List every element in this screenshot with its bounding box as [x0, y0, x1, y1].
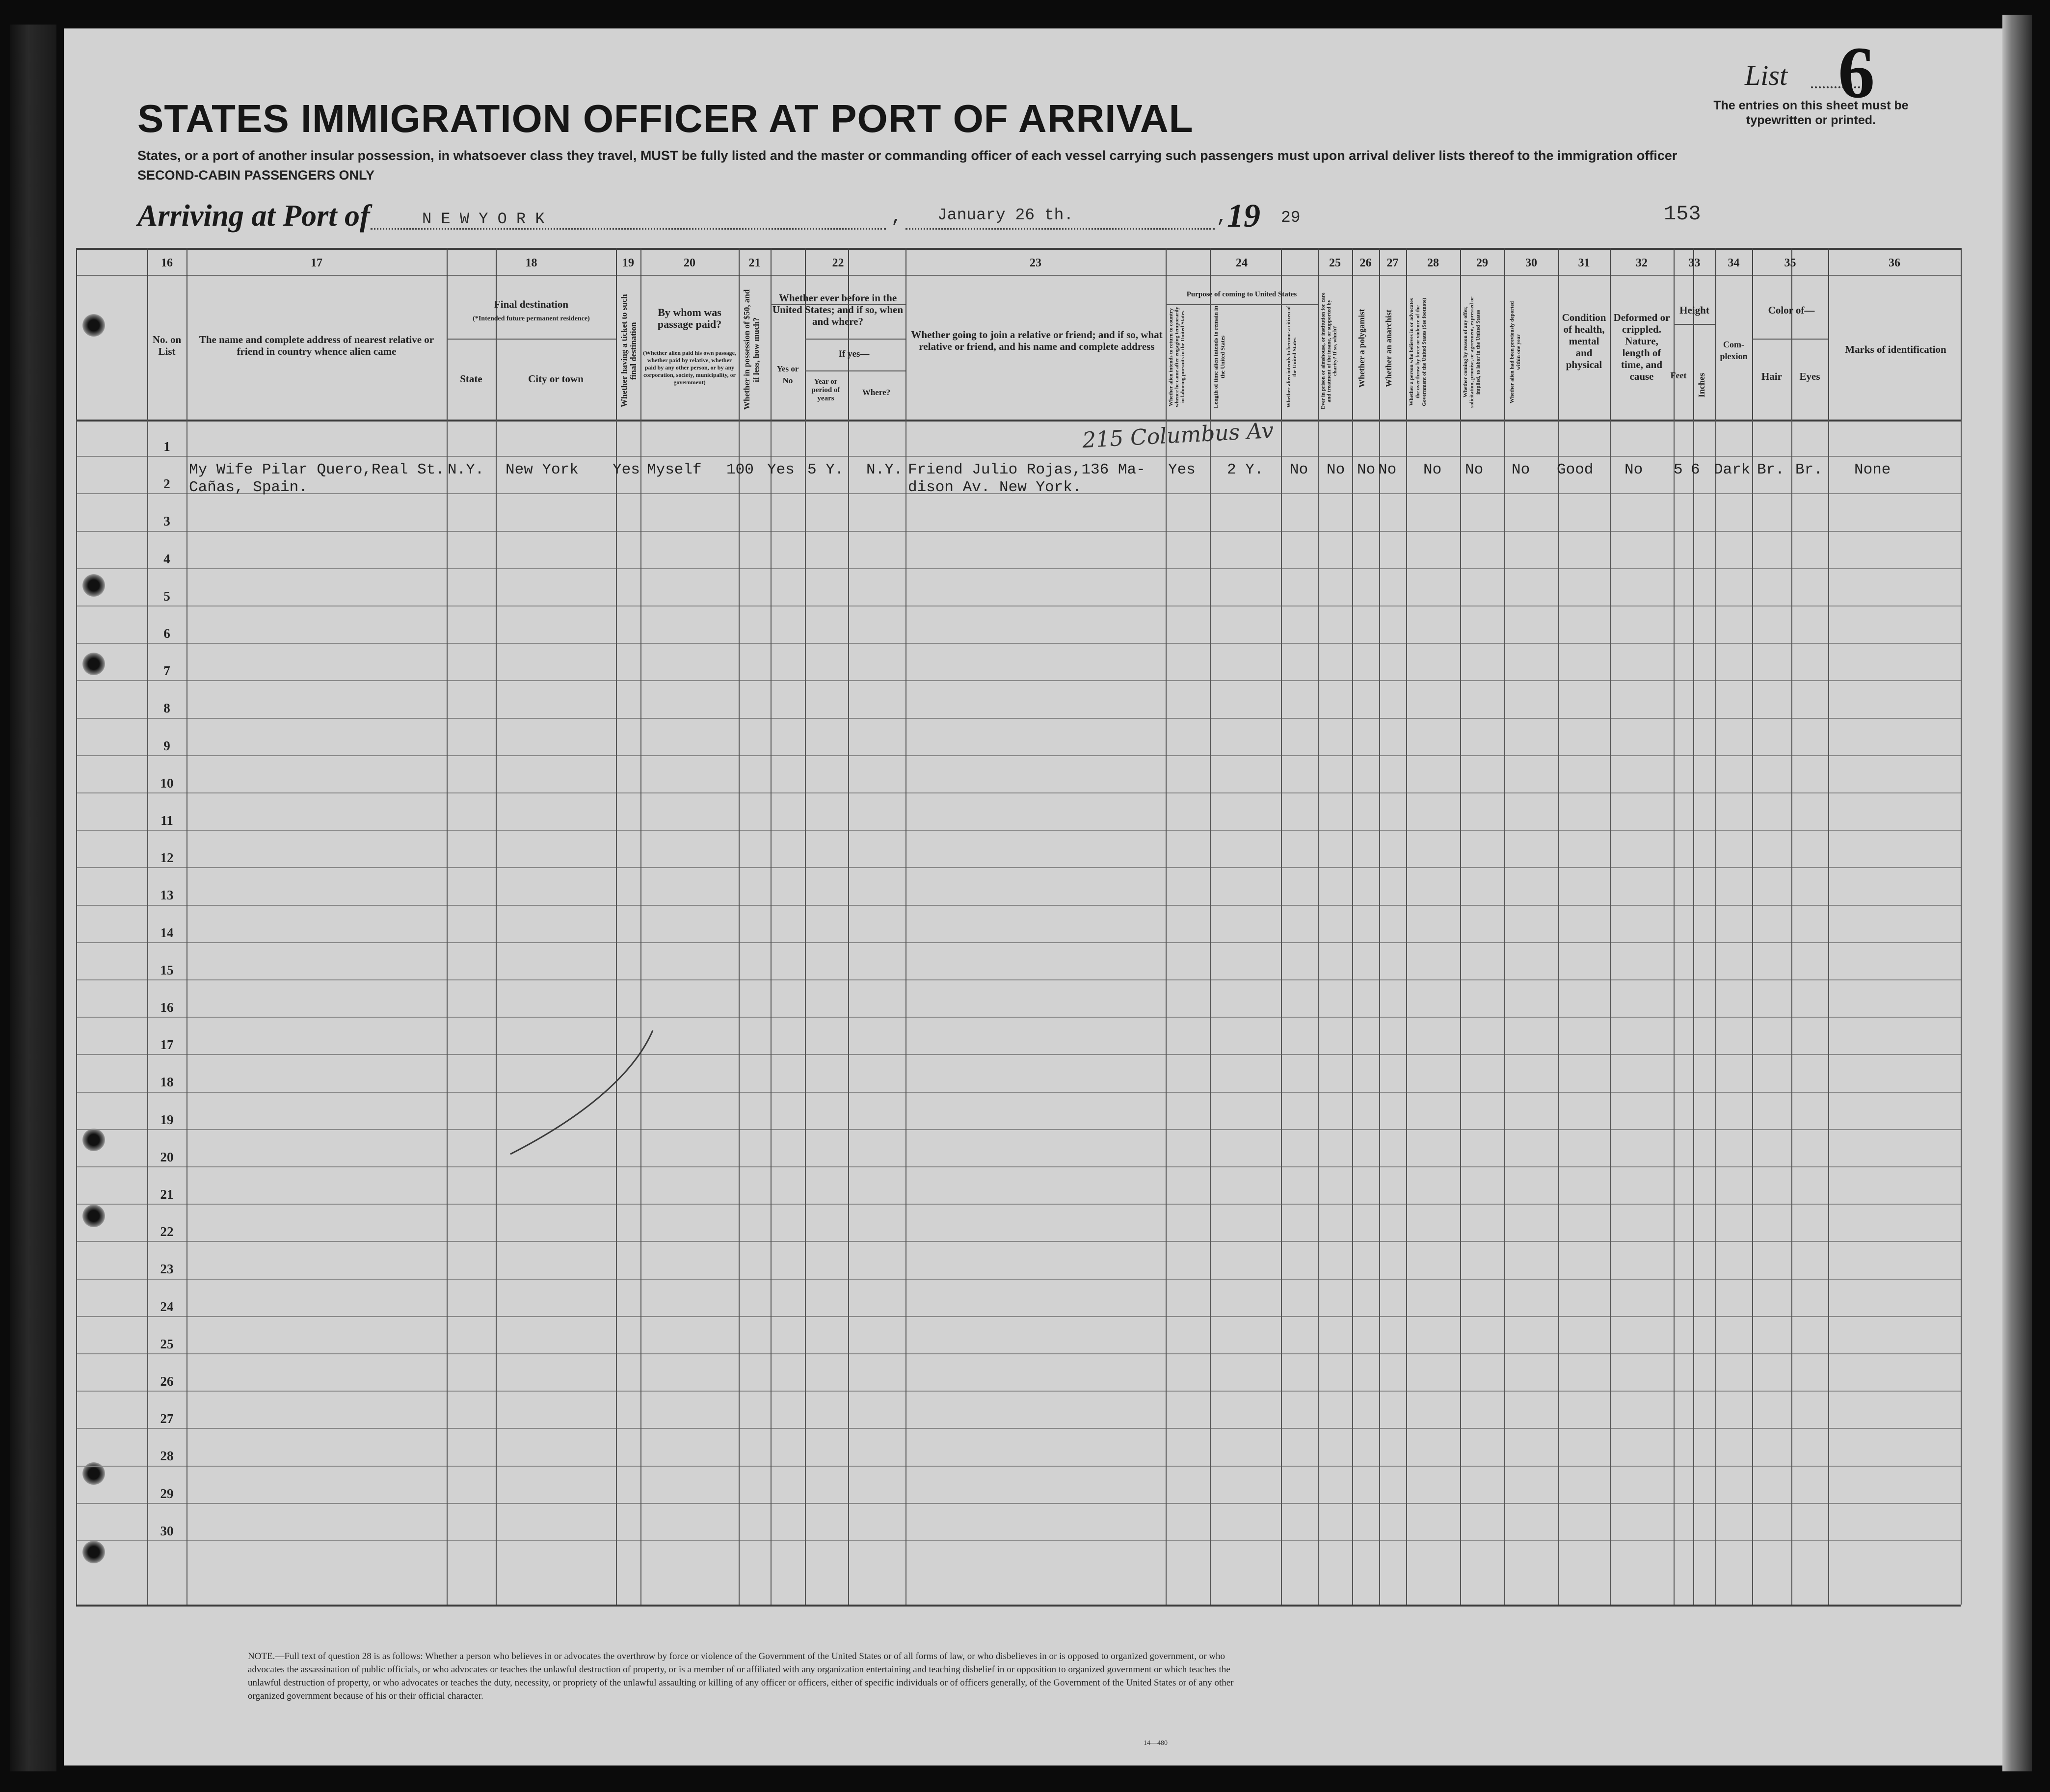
row-number: 8 — [163, 701, 170, 716]
entry-prison[interactable]: No — [1327, 461, 1345, 478]
row-rule — [76, 1466, 1961, 1467]
row-number: 16 — [160, 1000, 174, 1015]
ship-number: 153 — [1664, 202, 1701, 226]
row-rule — [76, 680, 1961, 681]
col-number: 18 — [525, 257, 537, 269]
class-line: SECOND-CABIN PASSENGERS ONLY — [137, 168, 375, 183]
col-number: 22 — [832, 257, 844, 269]
header-q30: Whether alien had been previously deported within one year — [1509, 301, 1521, 403]
entry-years[interactable]: 5 Y. — [807, 461, 844, 478]
entry-paid-by[interactable]: Myself — [647, 461, 702, 478]
column-rule — [1281, 420, 1282, 1605]
column-rule — [1828, 420, 1829, 1605]
row-number: 19 — [160, 1112, 174, 1127]
header-inches: Inches — [1697, 373, 1706, 398]
header-state: State — [460, 373, 482, 385]
col-number: 16 — [161, 257, 173, 269]
header-rule — [805, 370, 905, 371]
row-number: 17 — [160, 1037, 174, 1053]
header-q28: Whether a person who believes in or advocates the overthrow by force or violence of the Government of the United States (See footnote) — [1409, 297, 1427, 407]
column-rule — [76, 420, 77, 1605]
column-rule — [1352, 420, 1353, 1605]
header-height: Height — [1679, 304, 1709, 316]
header-prison: Ever in prison or almshouse, or institution for care and treatment of the insane, or supported by charity? If so, which? — [1320, 292, 1338, 409]
entry-ticket[interactable]: Yes — [612, 461, 640, 478]
page-title: STATES IMMIGRATION OFFICER AT PORT OF ARRIVAL — [137, 97, 1194, 140]
col-number: 21 — [748, 257, 761, 269]
col-number: 19 — [622, 257, 634, 269]
header-purpose-citizen: Whether alien intends to become a citizen of the United States — [1286, 306, 1298, 408]
column-rule — [848, 420, 849, 1605]
col-number: 23 — [1030, 257, 1041, 269]
col-number: 36 — [1889, 257, 1900, 269]
row-rule — [76, 456, 1961, 457]
year-value[interactable]: 29 — [1281, 209, 1301, 227]
row-rule — [76, 1279, 1961, 1280]
row-number: 9 — [163, 738, 170, 753]
row-number: 6 — [163, 626, 170, 641]
form-number: 14—480 — [1144, 1739, 1168, 1747]
entry-city[interactable]: New York — [506, 461, 579, 478]
col-number: 35 — [1784, 257, 1796, 269]
entries-note: The entries on this sheet must be typewritten or printed. — [1713, 99, 1909, 127]
header-q29: Whether coming by reason of any offer, solicitation, promise, or agreement, expressed or implied, to labor in the United States — [1463, 296, 1481, 408]
row-number: 7 — [163, 663, 170, 679]
column-rule — [771, 420, 772, 1605]
row-rule — [76, 1316, 1961, 1317]
entry-q29[interactable]: No — [1465, 461, 1484, 478]
header-rule — [805, 339, 905, 340]
row-rule — [76, 979, 1961, 980]
row-rule — [76, 1017, 1961, 1018]
header-yes-no: Yes or No — [776, 364, 799, 385]
row-rule — [76, 1129, 1961, 1130]
column-rule — [739, 420, 740, 1605]
entry-marks[interactable]: None — [1854, 461, 1891, 478]
row-rule — [76, 905, 1961, 906]
row-number: 11 — [160, 813, 173, 828]
footnote: NOTE.—Full text of question 28 is as follows: Whether a person who believes in or advocates the overthrow by force or violence of the Government of the United States or of all forms of law, or who disbelieves in or is opposed to organized government, or who advocates the assassination of public officials, or who advocates or teaches the unlawful destruction of property, or is a member of or affiliated with any organization entertaining and teaching disbelief in or opposition to organized government or which teaches the unlawful destruction of property, or who advocates or teaches the duty, necessity, or propriety of the unlawful assaulting or killing of any officer or officers, either of specific individuals or of officers generally, of the Government of the United States or of any other organized government because of his or their official character. — [248, 1651, 1234, 1701]
row-number: 12 — [160, 850, 174, 866]
header-health: Condition of health, mental and physical — [1562, 312, 1606, 370]
row-number: 30 — [160, 1523, 174, 1538]
column-rule — [905, 420, 906, 1605]
column-rule — [805, 420, 806, 1605]
header-money: Whether in possession of $50, and if less, how much? — [742, 289, 761, 410]
entry-q30[interactable]: No — [1512, 461, 1530, 478]
row-number: 1 — [163, 439, 170, 454]
col-number: 26 — [1359, 257, 1372, 269]
header-hair: Hair — [1761, 370, 1782, 382]
row-rule — [76, 1540, 1961, 1541]
row-number: 18 — [160, 1075, 174, 1090]
col-number: 32 — [1636, 257, 1648, 269]
col-number: 30 — [1525, 257, 1537, 269]
column-rule — [1693, 420, 1694, 1605]
row-number: 29 — [160, 1486, 174, 1501]
col-number: 28 — [1427, 257, 1439, 269]
row-rule — [76, 1241, 1961, 1242]
row-number: 10 — [160, 775, 174, 791]
row-rule — [76, 792, 1961, 793]
row-number: 5 — [163, 588, 170, 604]
header-rule — [1674, 324, 1715, 325]
row-number: 28 — [160, 1449, 174, 1464]
row-rule — [76, 1391, 1961, 1392]
header-feet: Feet — [1670, 370, 1687, 380]
header-polygamist: Whether a polygamist — [1357, 309, 1366, 388]
header-ever-before: Whether ever before in the United States; and if so, when and where? — [772, 292, 904, 327]
list-number: 6 — [1838, 32, 1875, 113]
header-purpose: Purpose of coming to United States — [1186, 290, 1297, 298]
entry-feet[interactable]: 5 — [1674, 461, 1683, 478]
column-rule — [1715, 420, 1716, 1605]
column-rule — [1752, 420, 1753, 1605]
column-rule — [616, 420, 617, 1605]
subtitle: States, or a port of another insular possession, in whatsoever class they travel, MUST be fully listed and the master or commanding officer of each vessel carrying such passengers must upon arrival deliver lists thereof to the immigration officer — [137, 148, 1677, 163]
entry-joining-line2[interactable]: dison Av. New York. — [908, 479, 1082, 496]
col-number: 33 — [1688, 257, 1701, 269]
header-passage: By whom was passage paid? — [657, 306, 722, 330]
row-number: 20 — [160, 1149, 174, 1164]
header-anarchist: Whether an anarchist — [1384, 309, 1393, 388]
header-no-on-list: No. on List — [152, 334, 182, 357]
header-rule — [447, 339, 616, 340]
row-rule — [76, 568, 1961, 569]
entry-deformed[interactable]: No — [1624, 461, 1643, 478]
header-rule — [1752, 339, 1828, 340]
entry-citizen[interactable]: No — [1290, 461, 1308, 478]
row-rule — [76, 1503, 1961, 1504]
entry-state[interactable]: N.Y. — [448, 461, 484, 478]
entry-joining-line1[interactable]: Friend Julio Rojas,136 Ma- — [908, 461, 1145, 478]
row-number: 23 — [160, 1262, 174, 1277]
col-number: 17 — [311, 257, 322, 269]
header-ticket: Whether having a ticket to such final destination — [619, 294, 638, 408]
row-number: 3 — [163, 514, 170, 529]
manifest-table — [76, 248, 1961, 1605]
header-passage-note: (Whether alien paid his own passage, whether paid by relative, whether paid by any other person, or by any corporation, society, municipality, or government) — [643, 349, 736, 386]
column-rule — [1460, 420, 1461, 1605]
header-final-destination-note: (*Intended future permanent residence) — [473, 315, 590, 322]
header-relative: The name and complete address of nearest relative or friend in country whence alien came — [199, 334, 434, 357]
port-line — [371, 228, 886, 230]
row-number: 22 — [160, 1224, 174, 1239]
entry-complexion[interactable]: Dark — [1714, 461, 1751, 478]
column-rule — [1379, 420, 1380, 1605]
column-rule — [1210, 420, 1211, 1605]
column-rule — [1558, 420, 1559, 1605]
row-rule — [76, 867, 1961, 868]
row-number: 25 — [160, 1336, 174, 1351]
column-rule — [1610, 420, 1611, 1605]
column-rule — [1961, 420, 1962, 1605]
row-rule — [76, 1204, 1961, 1205]
row-number: 27 — [160, 1411, 174, 1426]
col-number: 31 — [1578, 257, 1590, 269]
entry-inches[interactable]: 6 — [1691, 461, 1700, 478]
entry-money[interactable]: 100 — [726, 461, 754, 478]
row-rule — [76, 1092, 1961, 1093]
header-city: City or town — [528, 373, 584, 385]
row-rule — [76, 1428, 1961, 1429]
column-rule — [640, 420, 641, 1605]
header-marks: Marks of identification — [1845, 343, 1946, 355]
date-line — [905, 228, 1215, 230]
column-rule — [1406, 420, 1407, 1605]
header-joining: Whether going to join a relative or friend; and if so, what relative or friend, and his name and complete address — [911, 329, 1163, 352]
col-number: 29 — [1476, 257, 1488, 269]
entry-anarchist[interactable]: No — [1378, 461, 1397, 478]
row-rule — [76, 718, 1961, 719]
entry-health[interactable]: Good — [1557, 461, 1594, 478]
binding-edge — [10, 25, 56, 1771]
header-where: Where? — [862, 388, 891, 397]
row-rule — [76, 830, 1961, 831]
row-number: 4 — [163, 551, 170, 566]
row-rule — [76, 1166, 1961, 1167]
row-number: 13 — [160, 888, 174, 903]
entry-length[interactable]: 2 Y. — [1227, 461, 1264, 478]
header-deformed: Deformed or crippled. Nature, length of time, and cause — [1613, 312, 1670, 382]
entry-q28[interactable]: No — [1423, 461, 1442, 478]
column-rule — [147, 420, 148, 1605]
list-label: List — [1745, 59, 1788, 91]
row-number: 26 — [160, 1374, 174, 1389]
header-eyes: Eyes — [1799, 370, 1820, 382]
arriving-label: Arriving at Port of — [137, 199, 370, 233]
entry-ever-before[interactable]: Yes — [767, 461, 795, 478]
column-rule — [1166, 420, 1167, 1605]
row-number: 21 — [160, 1187, 174, 1202]
header-complexion: Com-plexion — [1720, 340, 1748, 361]
col-number: 27 — [1386, 257, 1399, 269]
column-rule — [1318, 420, 1319, 1605]
entry-relative-line1[interactable]: My Wife Pilar Quero,Real St. — [189, 461, 445, 478]
column-rule — [186, 420, 187, 1605]
header-purpose-length: Length of time alien intends to remain in the United States — [1212, 306, 1226, 408]
port-value[interactable]: N E W Y O R K — [422, 210, 545, 228]
entry-polygamist[interactable]: No — [1357, 461, 1376, 478]
col-number: 20 — [684, 257, 695, 269]
row-rule — [76, 643, 1961, 644]
year-prefix: 19 — [1227, 197, 1260, 234]
entry-hair[interactable]: Br. — [1757, 461, 1784, 478]
col-number: 34 — [1728, 257, 1740, 269]
row-rule — [76, 942, 1961, 943]
date-value[interactable]: January 26 th. — [937, 206, 1074, 224]
row-rule — [76, 531, 1961, 532]
row-rule — [76, 1054, 1961, 1055]
entry-eyes[interactable]: Br. — [1795, 461, 1823, 478]
row-number: 2 — [163, 476, 170, 492]
header-final-destination: Final destination — [494, 298, 569, 310]
column-rule — [1504, 420, 1505, 1605]
col-number: 24 — [1236, 257, 1248, 269]
row-rule — [76, 1353, 1961, 1354]
header-year-period: Year or period of years — [811, 378, 840, 402]
entry-joining-annotation: 215 Columbus Av — [1081, 418, 1275, 453]
column-rule — [447, 420, 448, 1605]
column-rule — [1674, 420, 1675, 1605]
header-purpose-return: Whether alien intends to return to country whence he came after engaging temporarily in laboring pursuits in the United States — [1168, 307, 1186, 407]
header-if-yes: If yes— — [838, 349, 870, 359]
header-color-of: Color of— — [1768, 304, 1815, 316]
row-rule — [76, 755, 1961, 756]
entry-return[interactable]: Yes — [1168, 461, 1196, 478]
pencil-stroke — [501, 1026, 658, 1163]
row-number: 15 — [160, 962, 174, 977]
entry-relative-line2[interactable]: Cañas, Spain. — [189, 479, 308, 496]
column-rule — [1791, 420, 1792, 1605]
entry-where[interactable]: N.Y. — [866, 461, 903, 478]
row-number: 24 — [160, 1299, 174, 1314]
page-edge — [2002, 15, 2032, 1771]
row-number: 14 — [160, 925, 174, 940]
col-number: 25 — [1329, 257, 1341, 269]
column-rule — [496, 420, 497, 1605]
